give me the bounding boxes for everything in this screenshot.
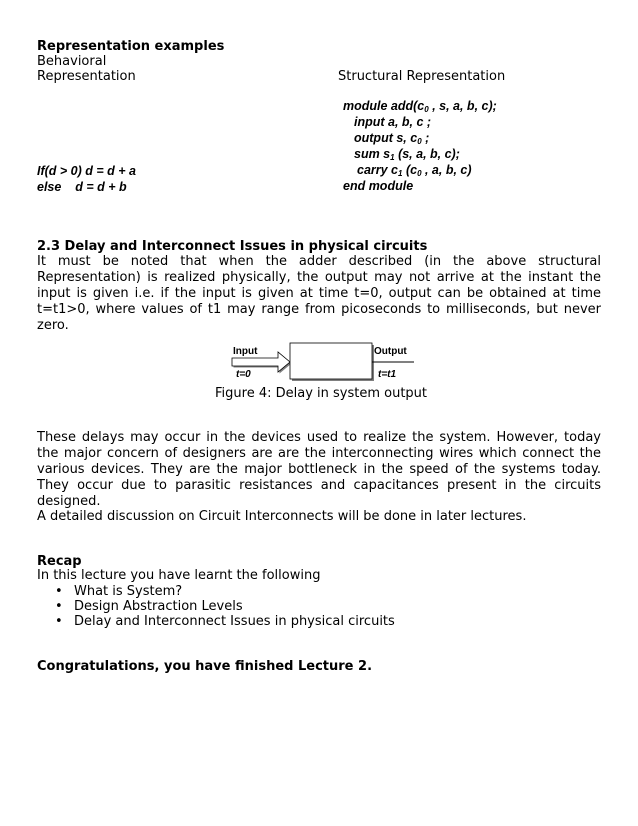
code-carry-mid: (c	[402, 163, 418, 177]
recap-intro: In this lecture you have learnt the following	[37, 568, 321, 583]
code-sum-sub: 1	[390, 153, 395, 162]
behavioral-label-line1: Behavioral	[37, 54, 107, 69]
code-module-sub: 0	[424, 105, 429, 114]
code-carry-prefix: carry c	[357, 163, 399, 177]
recap-item-what-is-system: • What is System?	[37, 584, 395, 599]
closing-line: Congratulations, you have finished Lecture 2.	[37, 659, 373, 674]
code-output-line	[354, 131, 429, 146]
figure-t-input: t=0	[236, 369, 251, 380]
recap-item-delay-interconnect: • Delay and Interconnect Issues in physical circuits	[37, 614, 395, 629]
recap-item-design-abstraction: • Design Abstraction Levels	[37, 599, 395, 614]
code-sum-line	[354, 147, 460, 162]
delay-diagram	[228, 340, 418, 384]
code-carry-sub2: 0	[417, 169, 422, 178]
figure-input-label: Input	[233, 346, 258, 357]
figure-output-label: Output	[374, 346, 407, 357]
section-heading: 2.3 Delay and Interconnect Issues in physical circuits	[37, 239, 428, 254]
code-sum-prefix: sum s	[354, 147, 391, 161]
behavioral-label-line2: Representation	[37, 69, 136, 84]
figure-caption: Figure 4: Delay in system output	[215, 386, 428, 401]
code-carry-sub: 1	[398, 169, 403, 178]
behavioral-code-line1: If(d > 0) d = d + a	[37, 164, 136, 178]
delays-paragraph: These delays may occur in the devices used to realize the system. However, today the major concern of designers are are the interconnecting wires which connect the various devices. They are the major bottleneck in the speed of the systems today. They occur due to parasitic resistances and capacitances present in the circuits designed.	[37, 430, 601, 509]
rep-examples-heading: Representation examples	[37, 39, 225, 54]
code-output-suffix: ;	[421, 131, 430, 145]
code-carry-suffix: , a, b, c)	[421, 163, 472, 177]
section-paragraph: It must be noted that when the adder described (in the above structural Representation) is realized physically, the output may not arrive at the instant the input is given i.e. if the input is given at time t=0, output can be obtained at time t=t1>0, where values of t1 may range from picoseconds to milliseconds, but never zero.	[37, 254, 601, 333]
code-end-line: end module	[343, 179, 414, 193]
interconnect-note: A detailed discussion on Circuit Interconnects will be done in later lectures.	[37, 509, 527, 524]
code-input-line: input a, b, c ;	[354, 115, 432, 129]
recap-heading: Recap	[37, 554, 82, 569]
input-arrow	[232, 352, 292, 374]
code-carry-line	[357, 163, 472, 178]
code-output-prefix: output s, c	[354, 131, 418, 145]
code-sum-suffix: (s, a, b, c);	[394, 147, 460, 161]
recap-list	[37, 584, 395, 629]
system-box	[290, 343, 374, 381]
code-output-sub: 0	[417, 137, 422, 146]
code-module-suffix: , s, a, b, c);	[428, 99, 497, 113]
structural-label: Structural Representation	[338, 69, 506, 84]
code-module-line	[343, 99, 497, 114]
behavioral-code-line2: else d = d + b	[37, 180, 127, 194]
figure-t-output: t=t1	[378, 369, 397, 380]
code-module-prefix: module add(c	[343, 99, 425, 113]
